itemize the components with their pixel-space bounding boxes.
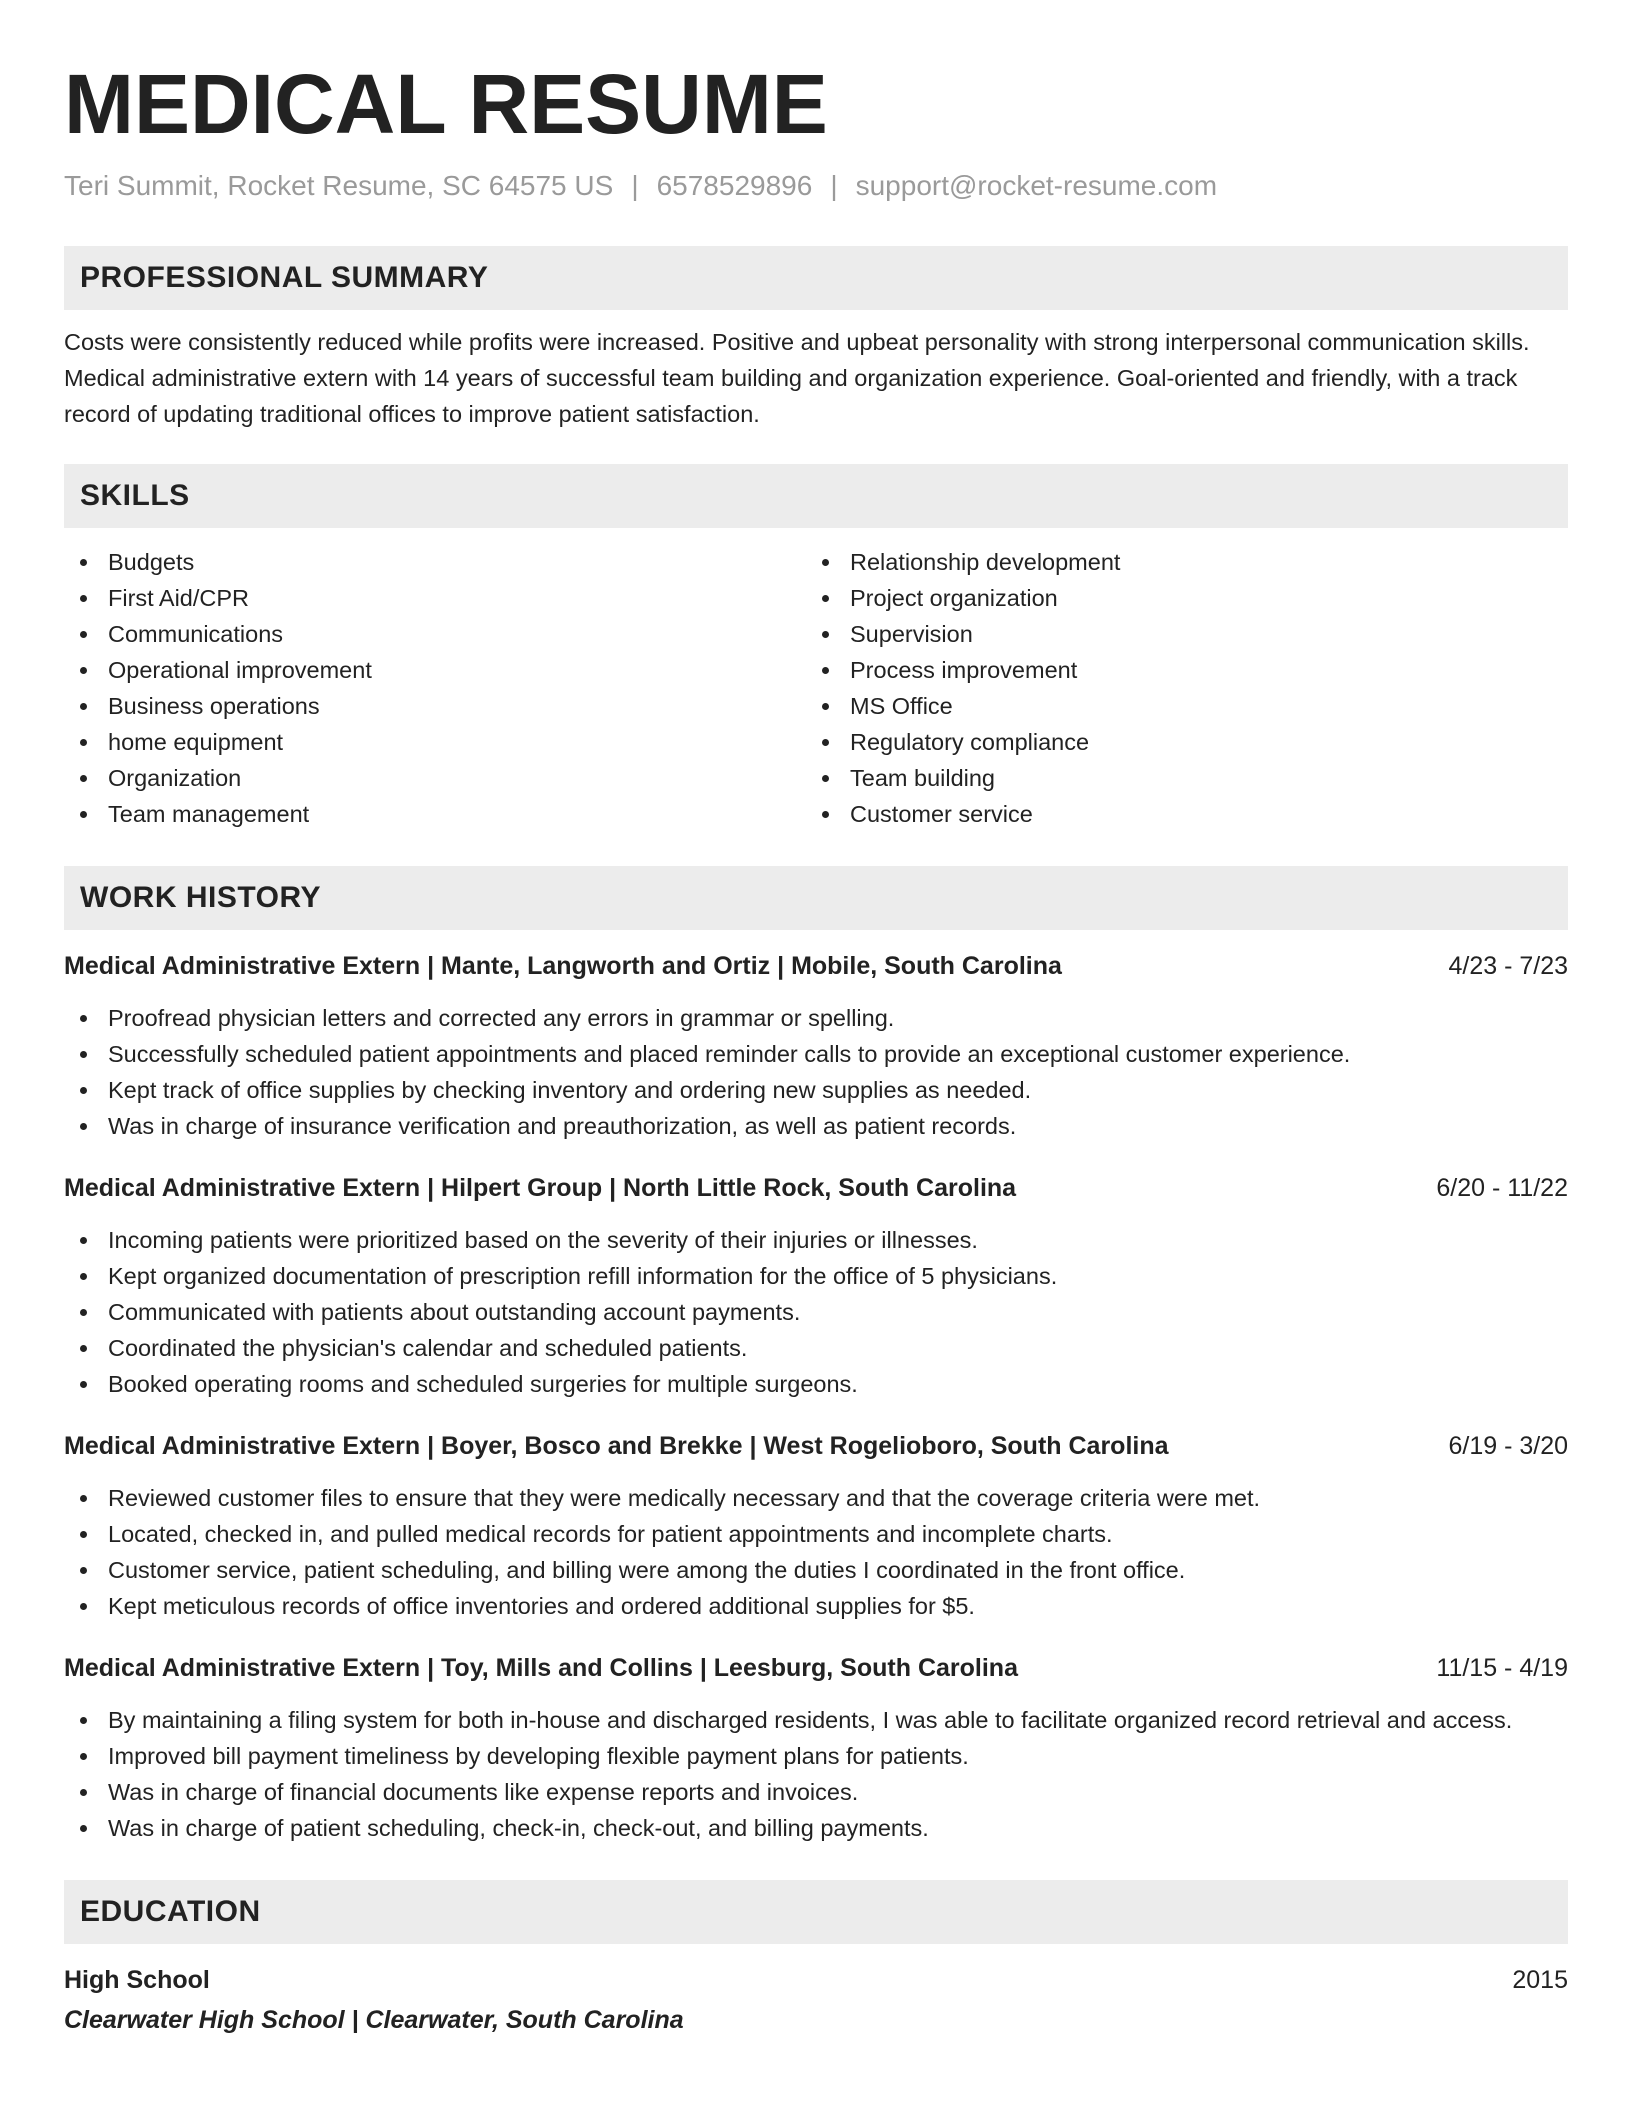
summary-text: Costs were consistently reduced while profits were increased. Positive and upbeat personality with strong interpersonal communication skills. Medical administrative extern with 14 years of successful team building and organization experience. Goal-oriented and friendly, with a track record of updating traditional offices to improve patient satisfaction. (64, 329, 1530, 427)
list-item: Kept organized documentation of prescription refill information for the office of 5 physicians. (64, 1258, 1568, 1294)
list-item: Was in charge of patient scheduling, check-in, check-out, and billing payments. (64, 1810, 1568, 1846)
education-heading: EDUCATION (64, 1880, 1568, 1944)
job-title: Medical Administrative Extern | Toy, Mills and Collins | Leesburg, South Carolina (64, 1654, 1018, 1682)
skills-list (64, 544, 1568, 832)
contact-separator: | (830, 170, 838, 201)
job-bullets (64, 1000, 1568, 1144)
job-title: Medical Administrative Extern | Mante, Langworth and Ortiz | Mobile, South Carolina (64, 952, 1062, 980)
job-entry (64, 1650, 1568, 1846)
work-history-list (64, 948, 1568, 1846)
summary-heading: PROFESSIONAL SUMMARY (64, 246, 1568, 310)
job-header (64, 1170, 1568, 1206)
list-item: Incoming patients were prioritized based on the severity of their injuries or illnesses. (64, 1222, 1568, 1258)
job-title: Medical Administrative Extern | Hilpert Group | North Little Rock, South Carolina (64, 1174, 1017, 1202)
job-bullets (64, 1480, 1568, 1624)
list-item: Team building (806, 760, 1548, 796)
list-item: Kept meticulous records of office inventories and ordered additional supplies for $5. (64, 1588, 1568, 1624)
list-item: Supervision (806, 616, 1548, 652)
work-history-heading: WORK HISTORY (64, 866, 1568, 930)
list-item: MS Office (806, 688, 1548, 724)
education-entry (64, 1962, 1568, 1998)
job-bullets (64, 1702, 1568, 1846)
job-dates: 6/19 - 3/20 (1448, 1432, 1568, 1460)
education-degree: High School (64, 1966, 210, 1994)
contact-separator: | (631, 170, 639, 201)
list-item: Project organization (806, 580, 1548, 616)
list-item: Communications (64, 616, 806, 652)
list-item: Kept track of office supplies by checking inventory and ordering new supplies as needed. (64, 1072, 1568, 1108)
list-item: Operational improvement (64, 652, 806, 688)
list-item: Customer service (806, 796, 1548, 832)
job-entry (64, 948, 1568, 1144)
job-dates: 11/15 - 4/19 (1436, 1654, 1568, 1682)
list-item: First Aid/CPR (64, 580, 806, 616)
contact-address: Teri Summit, Rocket Resume, SC 64575 US (64, 170, 614, 201)
education-school: Clearwater High School | Clearwater, South Carolina (64, 2006, 684, 2034)
list-item: Located, checked in, and pulled medical records for patient appointments and incomplete charts. (64, 1516, 1568, 1552)
job-bullets (64, 1222, 1568, 1402)
list-item: Booked operating rooms and scheduled surgeries for multiple surgeons. (64, 1366, 1568, 1402)
job-header (64, 1650, 1568, 1686)
list-item: Organization (64, 760, 806, 796)
skills-column-right (806, 544, 1548, 832)
list-item: Coordinated the physician's calendar and scheduled patients. (64, 1330, 1568, 1366)
list-item: Proofread physician letters and corrected any errors in grammar or spelling. (64, 1000, 1568, 1036)
job-entry (64, 1170, 1568, 1402)
list-item: Team management (64, 796, 806, 832)
job-entry (64, 1428, 1568, 1624)
job-dates: 6/20 - 11/22 (1436, 1174, 1568, 1202)
list-item: Improved bill payment timeliness by developing flexible payment plans for patients. (64, 1738, 1568, 1774)
contact-line (64, 168, 1568, 204)
resume-title: MEDICAL RESUME (64, 57, 828, 151)
job-title: Medical Administrative Extern | Boyer, Bosco and Brekke | West Rogelioboro, South Carolina (64, 1432, 1169, 1460)
list-item: Business operations (64, 688, 806, 724)
list-item: Relationship development (806, 544, 1548, 580)
list-item: Budgets (64, 544, 806, 580)
list-item: Was in charge of financial documents like expense reports and invoices. (64, 1774, 1568, 1810)
contact-phone: 6578529896 (656, 170, 813, 201)
list-item: Reviewed customer files to ensure that they were medically necessary and that the coverage criteria were met. (64, 1480, 1568, 1516)
list-item: home equipment (64, 724, 806, 760)
education-year: 2015 (1512, 1966, 1568, 1994)
job-header (64, 1428, 1568, 1464)
contact-email: support@rocket-resume.com (855, 170, 1218, 201)
job-header (64, 948, 1568, 984)
list-item: Communicated with patients about outstanding account payments. (64, 1294, 1568, 1330)
list-item: Process improvement (806, 652, 1548, 688)
list-item: By maintaining a filing system for both in-house and discharged residents, I was able to facilitate organized record retrieval and access. (64, 1702, 1568, 1738)
list-item: Successfully scheduled patient appointments and placed reminder calls to provide an exceptional customer experience. (64, 1036, 1568, 1072)
list-item: Was in charge of insurance verification and preauthorization, as well as patient records. (64, 1108, 1568, 1144)
list-item: Regulatory compliance (806, 724, 1548, 760)
skills-column-left (64, 544, 806, 832)
list-item: Customer service, patient scheduling, and billing were among the duties I coordinated in the front office. (64, 1552, 1568, 1588)
skills-heading: SKILLS (64, 464, 1568, 528)
job-dates: 4/23 - 7/23 (1448, 952, 1568, 980)
